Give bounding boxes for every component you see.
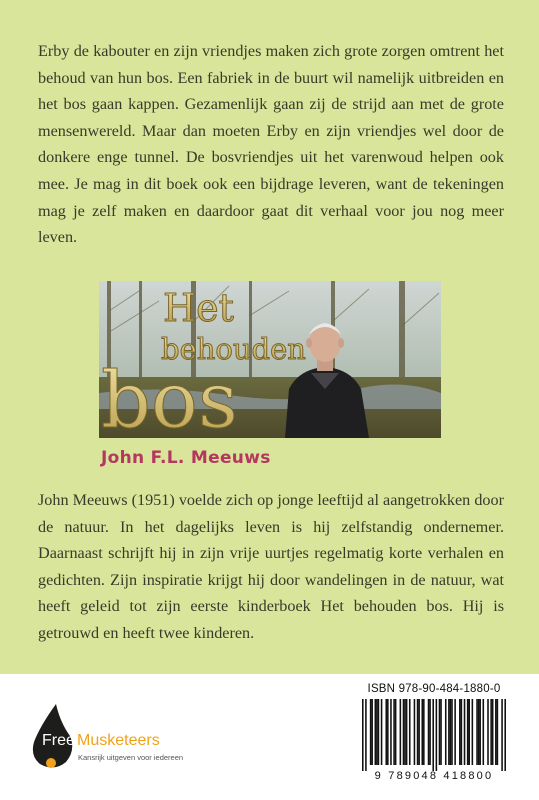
blurb-text: Erby de kabouter en zijn vriendjes maken zich grote zorgen omtrent het behoud van hun bos. Een fabriek in de buurt wil namelijk uitbreiden en het bos gaan kappen. Gezamenlijk gaan zij de strijd aan met de grote mensenwereld. Maar dan moeten Erby en zijn vriendjes wel door de donkere enge tunnel. De bosvriendjes uit het varenwoud helpen ook mee. Je mag in dit boek ook een bijdrage leveren, want de tekeningen mag je zelf maken en daardoor gaat dit verhaal voor jou nog meer leven.	[38, 42, 504, 247]
barcode-bars	[362, 699, 506, 771]
isbn-barcode	[356, 683, 512, 785]
publisher-tagline: Kansrijk uitgeven voor iedereen	[78, 753, 184, 762]
author-name: John F.L. Meeuws	[101, 448, 271, 468]
photo-title-line-2: behouden	[161, 332, 306, 366]
publisher-free-label: Free	[42, 732, 75, 749]
author-photo-image	[99, 281, 441, 438]
publisher-brand-label: Musketeers	[77, 732, 160, 749]
isbn-label: ISBN 978-90-484-1880-0	[367, 683, 501, 695]
author-photo	[99, 281, 441, 438]
author-bio: John Meeuws (1951) voelde zich op jonge leeftijd al aangetrokken door de natuur. In het dagelijks leven is hij zelfstandig ondernemer. Daarnaast schrijft hij in zijn vrije uurtjes regelmatig korte verhalen en gedichten. Zijn inspiratie krijgt hij door wandelingen in de natuur, wat heeft geleid tot zijn eerste kinderboek Het behouden bos. Hij is getrouwd en heeft twee kinderen.	[38, 491, 504, 642]
photo-title-line-1: Het	[163, 286, 234, 330]
barcode-digits: 9 789048 418800	[374, 770, 494, 782]
photo-title-line-3: bos	[101, 356, 238, 438]
publisher-logo	[30, 702, 220, 772]
